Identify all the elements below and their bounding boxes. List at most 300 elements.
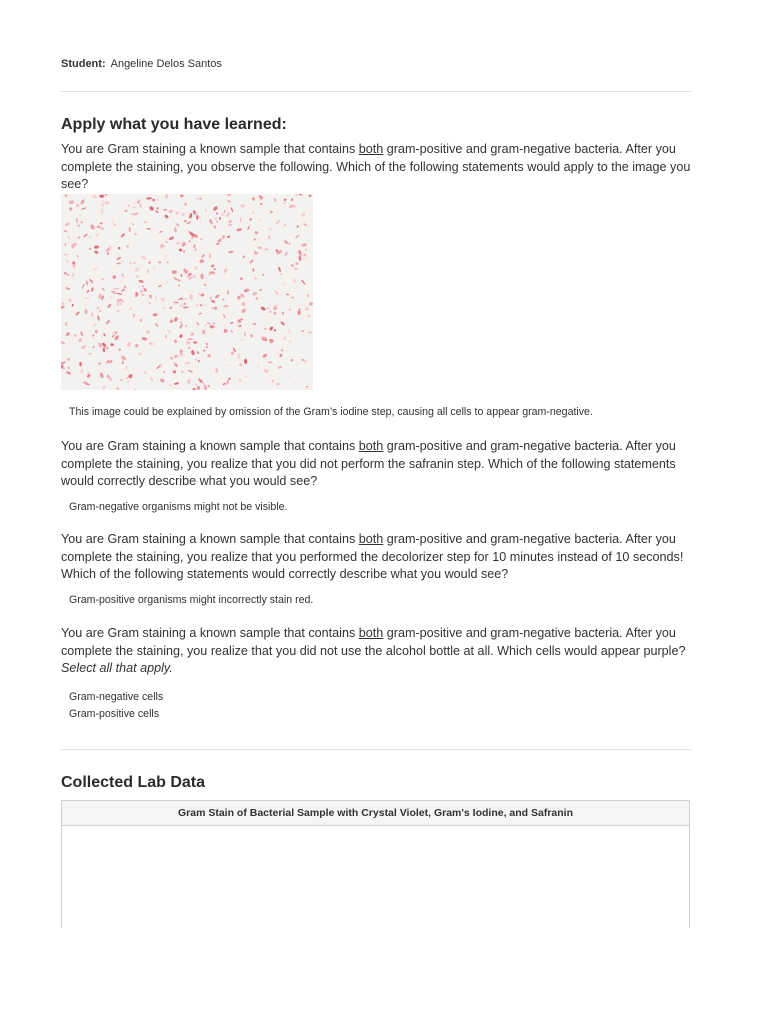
stained-cell xyxy=(61,340,66,345)
stained-cell xyxy=(307,294,310,298)
question-4: You are Gram staining a known sample that contains both gram-positive and gram-negative bacteria. After you complete the staining, you realize that you did not use the alcohol bottle at all. Which cells would appear purple? Select all that apply. xyxy=(61,626,686,676)
answer-4-item: Gram-positive cells xyxy=(69,708,160,720)
stained-cell xyxy=(184,220,187,223)
stained-cell xyxy=(175,223,179,227)
stained-cell xyxy=(227,235,231,238)
stained-cell xyxy=(87,370,90,374)
stained-cell xyxy=(253,238,256,241)
stained-cell xyxy=(305,307,309,311)
stained-cell xyxy=(91,287,94,292)
stained-cell xyxy=(86,289,90,293)
microscope-image xyxy=(61,194,313,390)
stained-cell xyxy=(98,342,103,348)
stained-cell xyxy=(141,255,147,260)
stained-cell xyxy=(133,313,136,317)
stained-cell xyxy=(155,322,159,327)
stained-cell xyxy=(295,235,300,239)
stained-cell xyxy=(183,250,185,253)
stained-cell xyxy=(65,371,71,375)
stained-cell xyxy=(77,224,80,227)
stained-cell xyxy=(142,285,144,287)
stained-cell xyxy=(204,324,206,326)
stained-cell xyxy=(241,302,245,306)
stained-cell xyxy=(168,209,173,213)
stained-cell xyxy=(133,262,135,265)
lab-data-table xyxy=(61,800,690,928)
stained-cell xyxy=(174,382,180,386)
emphasis-both: both xyxy=(358,142,384,156)
stained-cell xyxy=(85,309,88,315)
stained-cell xyxy=(259,289,262,291)
stained-cell xyxy=(290,359,293,362)
stained-cell xyxy=(126,341,132,347)
stained-cell xyxy=(274,198,276,201)
stained-cell xyxy=(156,207,159,210)
stained-cell xyxy=(196,322,200,326)
stained-cell xyxy=(94,250,99,255)
stained-cell xyxy=(193,341,197,343)
stained-cell xyxy=(186,340,191,345)
stained-cell xyxy=(136,275,138,278)
stained-cell xyxy=(192,275,196,279)
stained-cell xyxy=(165,240,169,243)
stained-cell xyxy=(238,378,243,383)
stained-cell xyxy=(275,219,280,225)
stained-cell xyxy=(231,351,234,355)
stained-cell xyxy=(144,221,147,224)
stained-cell xyxy=(210,264,215,268)
stained-cell xyxy=(185,361,191,364)
stained-cell xyxy=(213,306,218,311)
stained-cell xyxy=(75,311,80,316)
stained-cell xyxy=(148,261,152,265)
stained-cell xyxy=(288,329,292,334)
stained-cell xyxy=(72,272,75,277)
stained-cell xyxy=(80,331,83,336)
stained-cell xyxy=(193,244,196,248)
stained-cell xyxy=(160,378,165,383)
stained-cell xyxy=(266,307,270,309)
stained-cell xyxy=(167,329,172,333)
stained-cell xyxy=(277,351,279,353)
stained-cell xyxy=(209,253,211,258)
stained-cell xyxy=(139,203,142,208)
stained-cell xyxy=(138,279,144,283)
stained-cell xyxy=(97,233,99,237)
stained-cell xyxy=(221,213,224,217)
stained-cell xyxy=(80,199,85,205)
stained-cell xyxy=(271,379,274,383)
stained-cell xyxy=(140,319,142,322)
stained-cell xyxy=(159,231,163,234)
stained-cell xyxy=(112,331,114,334)
stained-cell xyxy=(100,202,105,207)
stained-cell xyxy=(207,384,210,387)
stained-cell xyxy=(308,331,313,334)
stained-cell xyxy=(212,205,218,211)
stained-cell xyxy=(64,243,66,246)
stained-cell xyxy=(219,217,221,221)
stained-cell xyxy=(162,307,166,309)
stained-cell xyxy=(72,261,76,265)
stained-cell xyxy=(238,325,242,328)
stained-cell xyxy=(184,202,188,206)
stained-cell xyxy=(276,383,279,385)
stained-cell xyxy=(288,204,294,210)
emphasis-both: both xyxy=(358,532,384,546)
stained-cell xyxy=(127,380,129,382)
stained-cell xyxy=(244,332,246,337)
stained-cell xyxy=(61,305,65,309)
stained-cell xyxy=(264,327,267,330)
stained-cell xyxy=(204,304,207,306)
stained-cell xyxy=(91,313,93,317)
stained-cell xyxy=(216,212,219,215)
stained-cell xyxy=(98,362,102,365)
stained-cell xyxy=(243,288,249,293)
stained-cell xyxy=(113,287,119,290)
stained-cell xyxy=(178,284,180,287)
stained-cell xyxy=(295,383,298,385)
stained-cell xyxy=(215,294,221,299)
stained-cell xyxy=(163,370,166,373)
stained-cell xyxy=(71,304,74,307)
stained-cell xyxy=(295,262,299,266)
stained-cell xyxy=(100,222,103,224)
stained-cell xyxy=(214,217,217,221)
stained-cell xyxy=(196,351,199,355)
stained-cell xyxy=(189,240,191,242)
stained-cell xyxy=(184,297,187,300)
stained-cell xyxy=(250,334,253,338)
stained-cell xyxy=(146,197,152,200)
stained-cell xyxy=(120,378,123,382)
stained-cell xyxy=(195,384,197,386)
stained-cell xyxy=(228,378,231,380)
stained-cell xyxy=(102,287,106,291)
stained-cell xyxy=(194,248,198,252)
student-line xyxy=(61,58,222,70)
stained-cell xyxy=(215,368,217,373)
stained-cell xyxy=(168,384,174,387)
stained-cell xyxy=(125,365,127,370)
stained-cell xyxy=(110,290,116,295)
answer-2: Gram-negative organisms might not be visible. xyxy=(69,501,288,513)
stained-cell xyxy=(301,359,303,361)
stained-cell xyxy=(152,198,155,201)
stained-cell xyxy=(288,308,291,310)
stained-cell xyxy=(104,200,110,205)
stained-cell xyxy=(138,285,140,288)
stained-cell xyxy=(228,220,232,224)
stained-cell xyxy=(181,212,186,217)
stained-cell xyxy=(141,294,145,296)
stained-cell xyxy=(152,313,157,317)
stained-cell xyxy=(64,222,70,227)
stained-cell xyxy=(252,211,254,213)
stained-cell xyxy=(284,251,288,256)
stained-cell xyxy=(129,307,133,310)
stained-cell xyxy=(140,290,143,293)
stained-cell xyxy=(306,386,309,388)
stained-cell xyxy=(201,254,205,259)
stained-cell xyxy=(81,207,86,210)
stained-cell xyxy=(194,266,198,271)
stained-cell xyxy=(236,228,242,232)
stained-cell xyxy=(160,297,165,302)
stained-cell xyxy=(240,277,244,281)
stained-cell xyxy=(255,298,257,300)
stained-cell xyxy=(169,319,174,324)
stained-cell xyxy=(199,238,202,241)
stained-cell xyxy=(257,246,262,250)
stained-cell xyxy=(164,254,168,259)
answer-4-item: Gram-negative cells xyxy=(69,691,164,703)
table-header: Gram Stain of Bacterial Sample with Crystal Violet, Gram's Iodine, and Safranin xyxy=(62,801,689,826)
stained-cell xyxy=(165,194,169,199)
stained-cell xyxy=(281,349,284,352)
stained-cell xyxy=(252,197,255,200)
stained-cell xyxy=(93,345,95,348)
stained-cell xyxy=(119,348,122,351)
stained-cell xyxy=(301,330,304,333)
stained-cell xyxy=(223,268,228,274)
stained-cell xyxy=(183,306,189,309)
stained-cell xyxy=(270,211,273,214)
stained-cell xyxy=(240,204,245,207)
stained-cell xyxy=(203,349,206,352)
stained-cell xyxy=(110,343,114,347)
stained-cell xyxy=(289,340,292,343)
stained-cell xyxy=(112,335,115,338)
stained-cell xyxy=(121,261,123,263)
stained-cell xyxy=(143,287,148,292)
stained-cell xyxy=(101,278,104,280)
stained-cell xyxy=(213,225,216,229)
stained-cell xyxy=(207,323,211,324)
stained-cell xyxy=(148,302,151,305)
stained-cell xyxy=(138,352,142,356)
stained-cell xyxy=(296,225,299,228)
stained-cell xyxy=(97,315,101,321)
stained-cell xyxy=(113,223,117,226)
stained-cell xyxy=(303,253,307,257)
divider xyxy=(61,749,691,750)
stained-cell xyxy=(268,227,272,230)
stained-cell xyxy=(202,329,206,335)
stained-cell xyxy=(176,241,181,245)
stained-cell xyxy=(131,223,134,226)
stained-cell xyxy=(129,227,131,233)
stained-cell xyxy=(305,249,307,251)
stained-cell xyxy=(141,337,147,341)
stained-cell xyxy=(252,291,258,297)
stained-cell xyxy=(86,373,91,378)
stained-cell xyxy=(120,303,123,306)
stained-cell xyxy=(111,219,114,223)
stained-cell xyxy=(309,302,313,307)
stained-cell xyxy=(183,303,186,305)
stained-cell xyxy=(286,293,290,295)
stained-cell xyxy=(200,304,202,306)
stained-cell xyxy=(205,209,207,212)
stained-cell xyxy=(196,197,199,200)
stained-cell xyxy=(249,259,254,264)
stained-cell xyxy=(173,316,178,322)
stained-cell xyxy=(61,361,66,365)
stained-cell xyxy=(76,204,80,207)
stained-cell xyxy=(68,299,71,302)
stained-cell xyxy=(191,350,195,356)
stained-cell xyxy=(116,387,119,390)
stained-cell xyxy=(245,375,247,378)
stained-cell xyxy=(134,389,136,390)
stained-cell xyxy=(206,346,209,349)
stained-cell xyxy=(189,213,193,219)
stained-cell xyxy=(150,376,154,382)
stained-cell xyxy=(103,333,106,337)
stained-cell xyxy=(114,335,120,342)
question-2: You are Gram staining a known sample that contains both gram-positive and gram-negative bacteria. After you complete the staining, you realize that you did not perform the safranin step. Which of the following statements would correctly describe what you would see? xyxy=(61,439,676,489)
stained-cell xyxy=(179,349,184,354)
stained-cell xyxy=(198,360,200,363)
stained-cell xyxy=(74,334,77,337)
stained-cell xyxy=(121,273,124,277)
stained-cell xyxy=(166,261,169,264)
stained-cell xyxy=(174,227,178,233)
stained-cell xyxy=(163,209,168,211)
stained-cell xyxy=(63,230,67,233)
stained-cell xyxy=(223,210,226,214)
stained-cell xyxy=(226,199,231,203)
stained-cell xyxy=(80,345,86,350)
stained-cell xyxy=(173,277,178,281)
stained-cell xyxy=(116,263,120,265)
stained-cell xyxy=(260,306,266,311)
stained-cell xyxy=(102,385,106,389)
stained-cell xyxy=(93,267,98,272)
stained-cell xyxy=(179,334,183,338)
stained-cell xyxy=(65,260,70,264)
stained-cell xyxy=(99,226,105,230)
stained-cell xyxy=(100,295,105,301)
stained-cell xyxy=(134,233,137,235)
stained-cell xyxy=(269,326,274,331)
stained-cell xyxy=(79,214,82,217)
stained-cell xyxy=(199,197,202,201)
stained-cell xyxy=(195,358,198,361)
stained-cell xyxy=(274,290,279,295)
stained-cell xyxy=(107,252,109,255)
stained-cell xyxy=(107,303,112,308)
stained-cell xyxy=(114,331,117,335)
stained-cell xyxy=(67,366,70,369)
stained-cell xyxy=(116,293,122,296)
stained-cell xyxy=(196,386,200,390)
stained-cell xyxy=(225,212,230,218)
stained-cell xyxy=(188,369,194,373)
stained-cell xyxy=(159,363,164,369)
stained-cell xyxy=(122,362,124,364)
stained-cell xyxy=(83,233,88,237)
stained-cell xyxy=(236,323,239,326)
stained-cell xyxy=(291,198,293,201)
emphasis-both: both xyxy=(358,626,384,640)
stained-cell xyxy=(259,220,262,222)
stained-cell xyxy=(86,280,88,285)
stained-cell xyxy=(240,338,243,341)
stained-cell xyxy=(100,208,103,214)
stained-cell xyxy=(174,355,179,358)
stained-cell xyxy=(166,281,168,285)
stained-cell xyxy=(247,225,250,230)
stained-cell xyxy=(240,217,242,223)
stained-cell xyxy=(134,267,140,273)
section-title-lab-data: Collected Lab Data xyxy=(61,774,206,791)
stained-cell xyxy=(223,314,226,319)
stained-cell xyxy=(94,245,100,249)
stained-cell xyxy=(180,321,183,325)
stained-cell xyxy=(96,306,101,310)
stained-cell xyxy=(288,242,291,245)
stained-cell xyxy=(92,194,98,199)
stained-cell xyxy=(84,297,90,299)
stained-cell xyxy=(244,359,248,365)
stained-cell xyxy=(67,358,71,361)
question-3: You are Gram staining a known sample that contains both gram-positive and gram-negative bacteria. After you complete the staining, you realize that you performed the decolorizer step for 10 minutes instead of 10 seconds! Which of the following statements would correctly describe what you would see? xyxy=(61,532,684,582)
stained-cell xyxy=(61,302,65,307)
stained-cell xyxy=(282,202,287,205)
stained-cell xyxy=(203,385,207,390)
stained-cell xyxy=(165,335,167,338)
stained-cell xyxy=(187,338,193,340)
stained-cell xyxy=(254,231,258,235)
stained-cell xyxy=(102,348,105,353)
stained-cell xyxy=(301,212,306,217)
stained-cell xyxy=(89,224,95,231)
stained-cell xyxy=(211,307,214,310)
stained-cell xyxy=(158,261,161,263)
stained-cell xyxy=(126,377,129,379)
stained-cell xyxy=(102,200,104,202)
stained-cell xyxy=(172,370,176,374)
stained-cell xyxy=(158,284,162,287)
stained-cell xyxy=(282,336,287,341)
stained-cell xyxy=(179,248,183,251)
stained-cell xyxy=(88,353,92,356)
stained-cell xyxy=(89,278,94,283)
stained-cell xyxy=(280,273,283,275)
stained-cell xyxy=(170,357,174,360)
stained-cell xyxy=(93,323,97,327)
stained-cell xyxy=(200,273,204,279)
stained-cell xyxy=(173,302,179,304)
stained-cell xyxy=(216,243,220,245)
stained-cell xyxy=(212,322,215,325)
stained-cell xyxy=(252,322,256,325)
stained-cell xyxy=(303,223,307,227)
stained-cell xyxy=(89,248,92,251)
stained-cell xyxy=(185,324,188,327)
stained-cell xyxy=(79,362,82,367)
stained-cell xyxy=(99,310,101,312)
stained-cell xyxy=(80,221,83,224)
stained-cell xyxy=(169,306,173,309)
stained-cell xyxy=(95,330,98,334)
stained-cell xyxy=(65,331,70,336)
stained-cell xyxy=(228,250,234,253)
stained-cell xyxy=(262,274,264,276)
